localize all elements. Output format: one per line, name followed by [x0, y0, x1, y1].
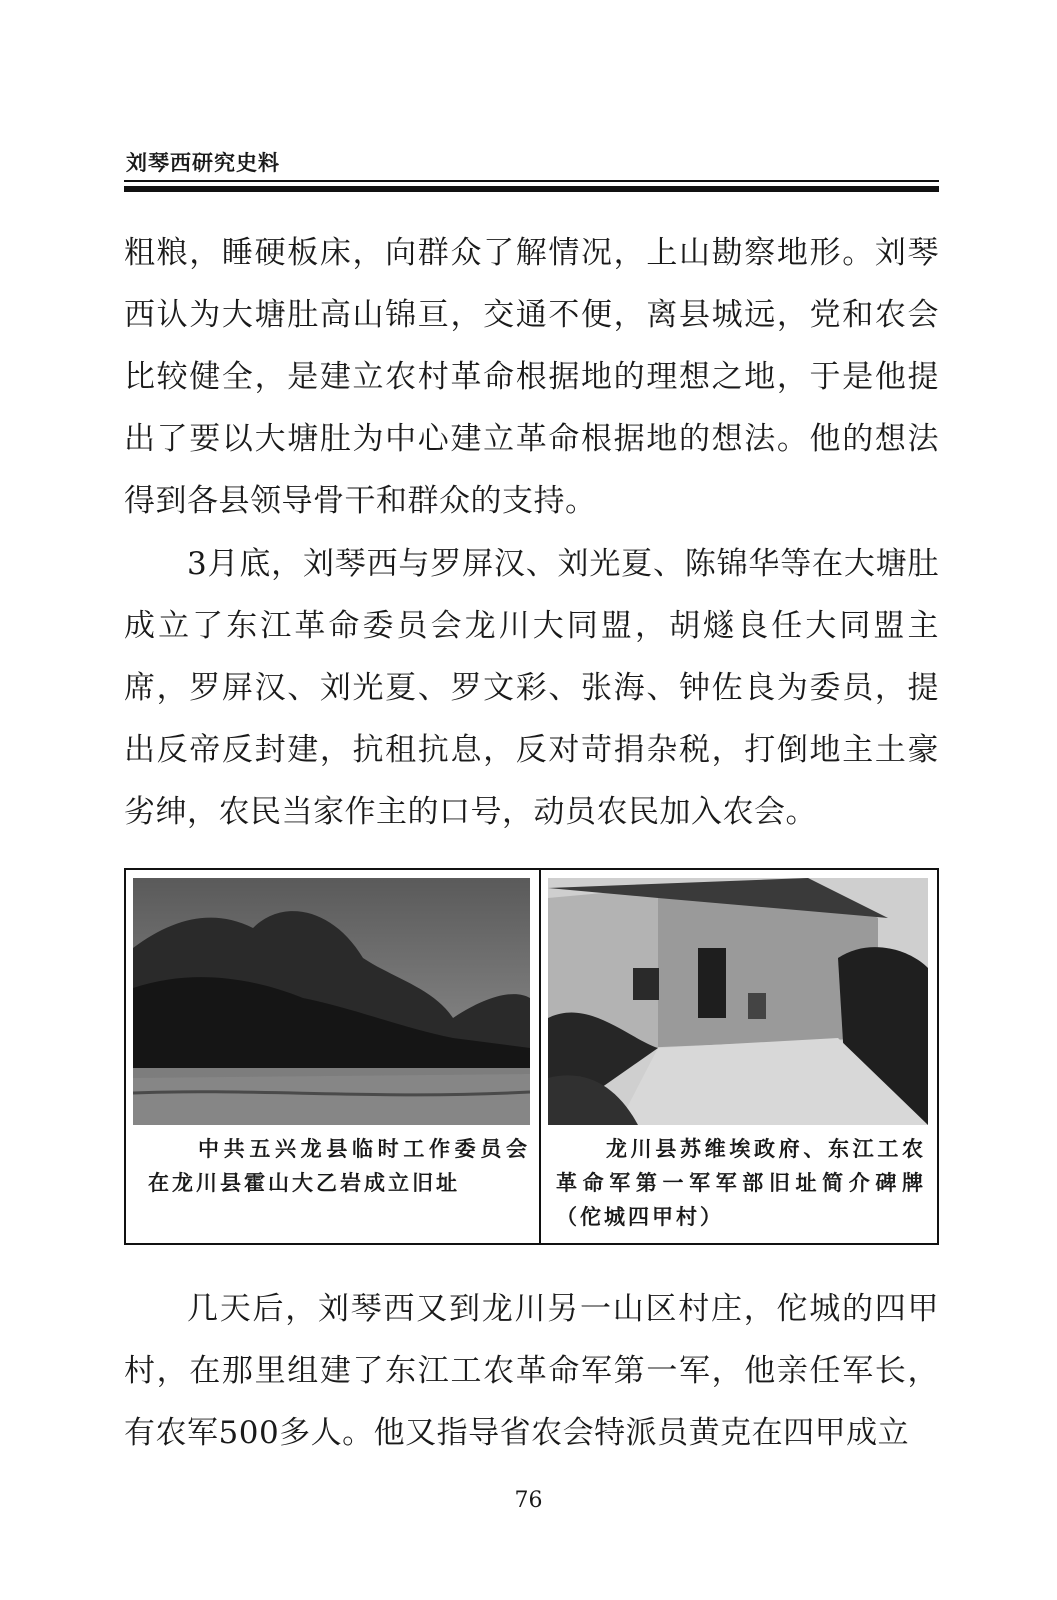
page-number: 76 — [514, 1488, 543, 1513]
body-paragraph-3: 几天后，刘琴西又到龙川另一山区村庄，佗城的四甲村，在那里组建了东江工农革命军第一军，他亲任军长，有农军500多人。他又指导省农会特派员黄克在四甲成立 — [124, 1291, 939, 1451]
body-paragraph-1: 粗粮，睡硬板床，向群众了解情况，上山勘察地形。刘琴西认为大塘肚高山锦亘，交通不便，离县城远，党和农会比较健全，是建立农村革命根据地的理想之地，于是他提出了要以大塘肚为中心建立革命根据地的想法。他的想法得到各县领导骨干和群众的支持。 — [124, 235, 939, 519]
figure-caption-right: 龙川县苏维埃政府、东江工农革命军第一军军部旧址简介碑牌（佗城四甲村） — [556, 1137, 926, 1229]
figure-caption-left: 中共五兴龙县临时工作委员会在龙川县霍山大乙岩成立旧址 — [148, 1137, 530, 1195]
running-header-title: 刘琴西研究史料 — [126, 151, 280, 175]
body-paragraph-2: 3月底，刘琴西与罗屏汉、刘光夏、陈锦华等在大塘肚成立了东江革命委员会龙川大同盟，胡燧良任大同盟主席，罗屏汉、刘光夏、罗文彩、张海、钟佐良为委员，提出反帝反封建，抗租抗息，反对苛捐杂税，打倒地主土豪劣绅，农民当家作主的口号，动员农民加入农会。 — [124, 546, 939, 830]
header-rule-thick — [124, 186, 939, 192]
header-rule-thin — [124, 180, 939, 182]
figure-divider — [539, 870, 541, 1243]
photo-figure-box — [124, 868, 939, 1245]
photo-building-site — [548, 878, 928, 1125]
photo-mountain-site — [133, 878, 530, 1125]
